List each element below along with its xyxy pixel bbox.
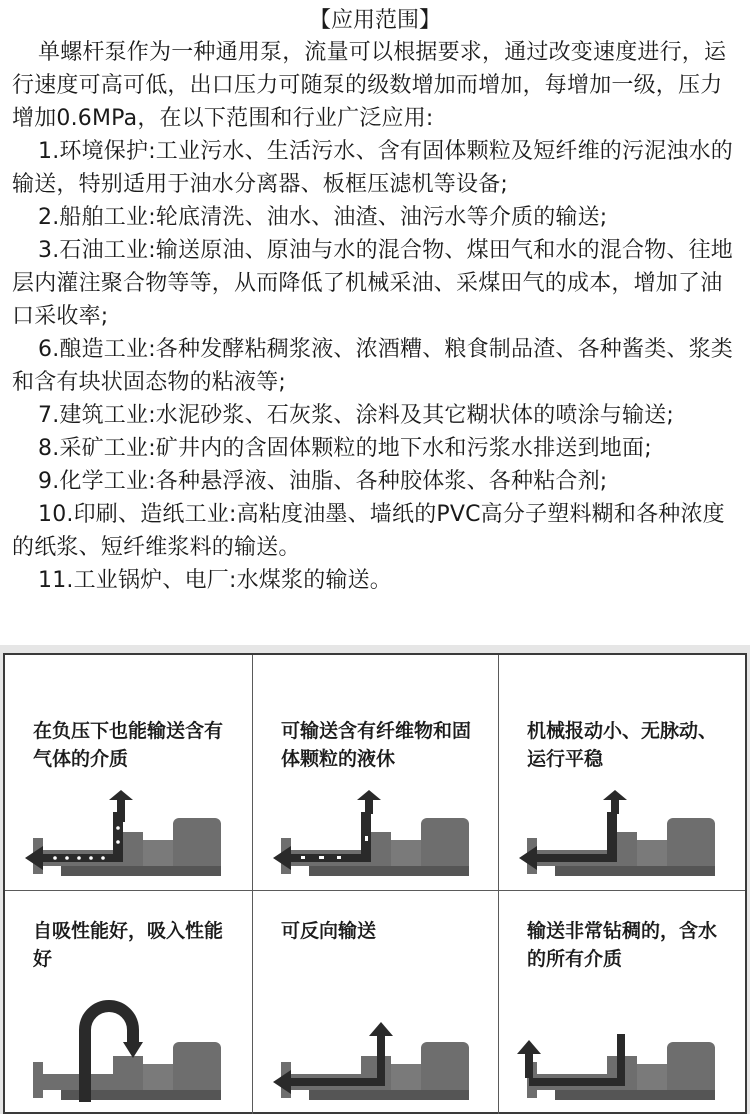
item-shipbuilding: 2.船舶工业:轮底清洗、油水、油渣、油污水等介质的输送;: [38, 205, 608, 230]
feature-cell-viscous: [499, 891, 745, 1114]
feature-label: 可输送含有纤维物和固体颗粒的液休: [281, 720, 472, 770]
item-construction: 7.建筑工业:水泥砂浆、石灰浆、涂料及其它糊状体的喷涂与输送;: [38, 403, 675, 428]
feature-label: 输送非常钻稠的，含水的所有介质: [527, 920, 718, 970]
item-mining: 8.采矿工业:矿井内的含固体颗粒的地下水和污浆水排送到地面;: [38, 436, 652, 461]
item-boiler-power: 11.工业锅炉、电厂:水煤浆的输送。: [38, 568, 393, 593]
feature-cell-smooth: [499, 655, 745, 891]
feature-cell-reverse: [253, 891, 499, 1114]
item-chemical: 9.化学工业:各种悬浮液、油脂、各种胶体浆、各种粘合剂;: [38, 469, 608, 494]
feature-label: 在负压下也能输送含有气体的介质: [33, 720, 224, 770]
item-brewing: 6.酿造工业:各种发酵粘稠浆液、浓酒糟、粮食制品渣、各种酱类、浆类和含有块状固态物的粘液等;: [12, 337, 734, 395]
features-grid: [3, 653, 747, 1114]
intro-paragraph: 单螺杆泵作为一种通用泵，流量可以根据要求，通过改变速度进行，运行速度可高可低，出口压力可随泵的级数增加而增加，每增加一级，压力增加0.6MPa，在以下范围和行业广泛应用:: [12, 40, 727, 131]
features-panel: [0, 645, 750, 1114]
section-title: 【应用范围】: [308, 8, 441, 33]
pump-reverse-flow-icon: [253, 984, 498, 1114]
feature-label: 自吸性能好，吸入性能好: [33, 920, 224, 970]
pump-gas-flow-icon: [5, 780, 252, 890]
feature-cell-self-priming: [5, 891, 253, 1114]
item-environment: 1.环境保护:工业污水、生活污水、含有固体颗粒及短纤维的污泥浊水的输送，特别适用于油水分离器、板框压滤机等设备;: [12, 139, 734, 197]
feature-cell-gas: [5, 655, 253, 891]
feature-label: 可反向输送: [281, 920, 377, 942]
pump-viscous-flow-icon: [499, 984, 745, 1114]
pump-self-priming-icon: [5, 984, 252, 1114]
pump-solids-flow-icon: [253, 780, 498, 890]
item-printing-paper: 10.印刷、造纸工业:高粘度油墨、墙纸的PVC高分子塑料糊和各种浓度的纸浆、短纤维浆料的输送。: [12, 502, 725, 560]
feature-label: 机械报动小、无脉动、运行平稳: [527, 720, 718, 770]
pump-smooth-flow-icon: [499, 780, 745, 890]
item-petroleum: 3.石油工业:输送原油、原油与水的混合物、煤田气和水的混合物、往地层内灌注聚合物等等，从而降低了机械采油、采煤田气的成本，增加了油口采收率;: [12, 238, 734, 329]
feature-cell-solids: [253, 655, 499, 891]
